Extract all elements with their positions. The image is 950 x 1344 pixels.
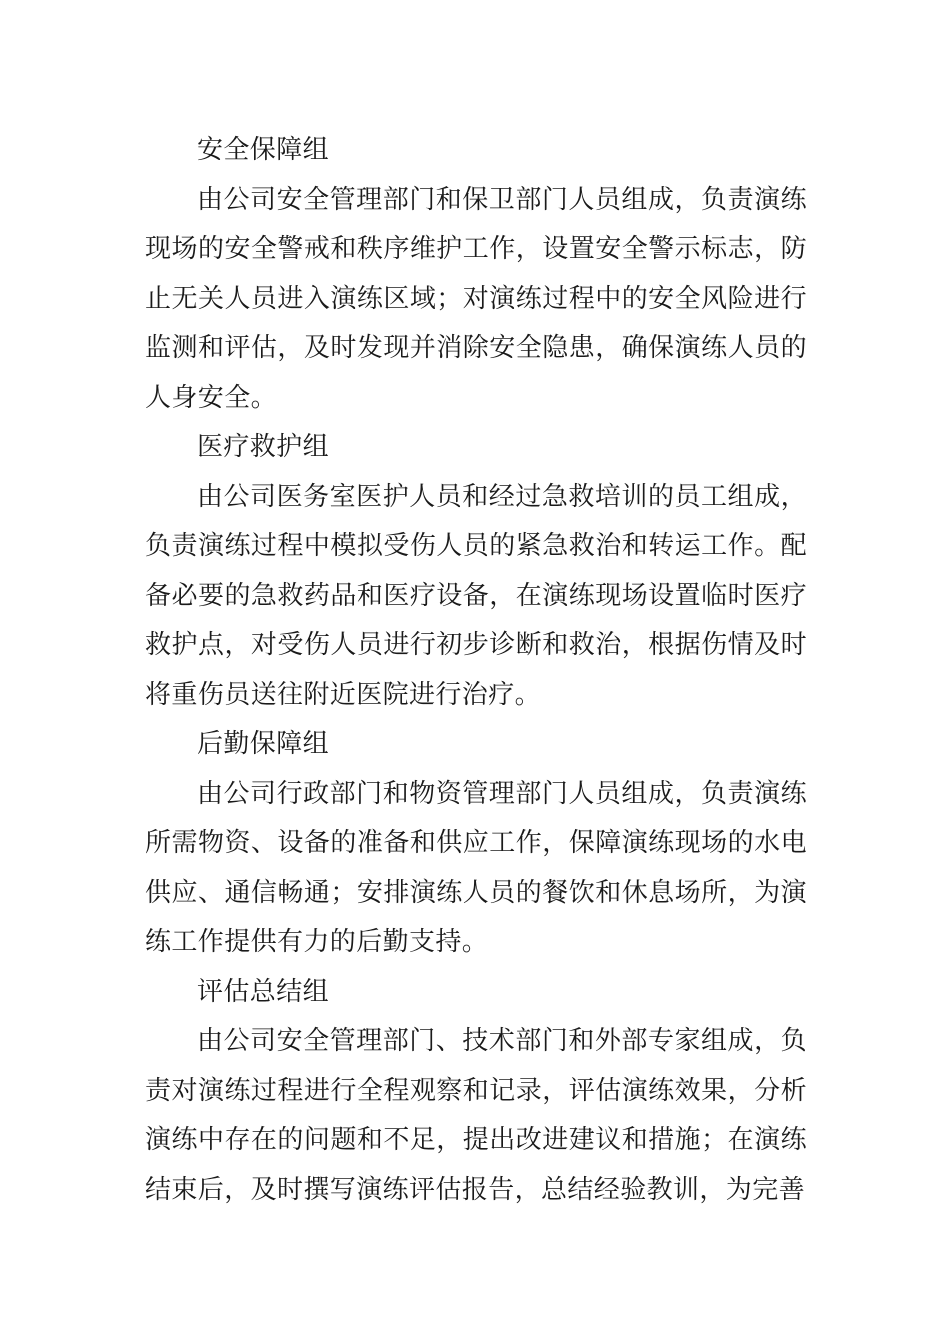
- section-body-evaluation: 由公司安全管理部门、技术部门和外部专家组成，负责对演练过程进行全程观察和记录，评估演练效果，分析演练中存在的问题和不足，提出改进建议和措施；在演练结束后，及时撰写演练评估报告，总结经验教训，为完善: [145, 1026, 807, 1205]
- section-heading-logistics: 后勤保障组: [197, 729, 330, 759]
- section-body-safety: 由公司安全管理部门和保卫部门人员组成，负责演练现场的安全警戒和秩序维护工作，设置安全警示标志，防止无关人员进入演练区域；对演练过程中的安全风险进行监测和评估，及时发现并消除安全隐患，确保演练人员的人身安全。: [145, 184, 807, 413]
- section-heading-evaluation: 评估总结组: [197, 976, 330, 1007]
- section-heading-medical: 医疗救护组: [197, 432, 330, 462]
- document-body: [145, 126, 807, 1215]
- section-heading-safety: 安全保障组: [197, 135, 330, 165]
- section-body-logistics: 由公司行政部门和物资管理部门人员组成，负责演练所需物资、设备的准备和供应工作，保障演练现场的水电供应、通信畅通；安排演练人员的餐饮和休息场所，为演练工作提供有力的后勤支持。: [145, 778, 807, 957]
- section-body-medical: 由公司医务室医护人员和经过急救培训的员工组成，负责演练过程中模拟受伤人员的紧急救治和转运工作。配备必要的急救药品和医疗设备，在演练现场设置临时医疗救护点，对受伤人员进行初步诊断和救治，根据伤情及时将重伤员送往附近医院进行治疗。: [145, 481, 807, 710]
